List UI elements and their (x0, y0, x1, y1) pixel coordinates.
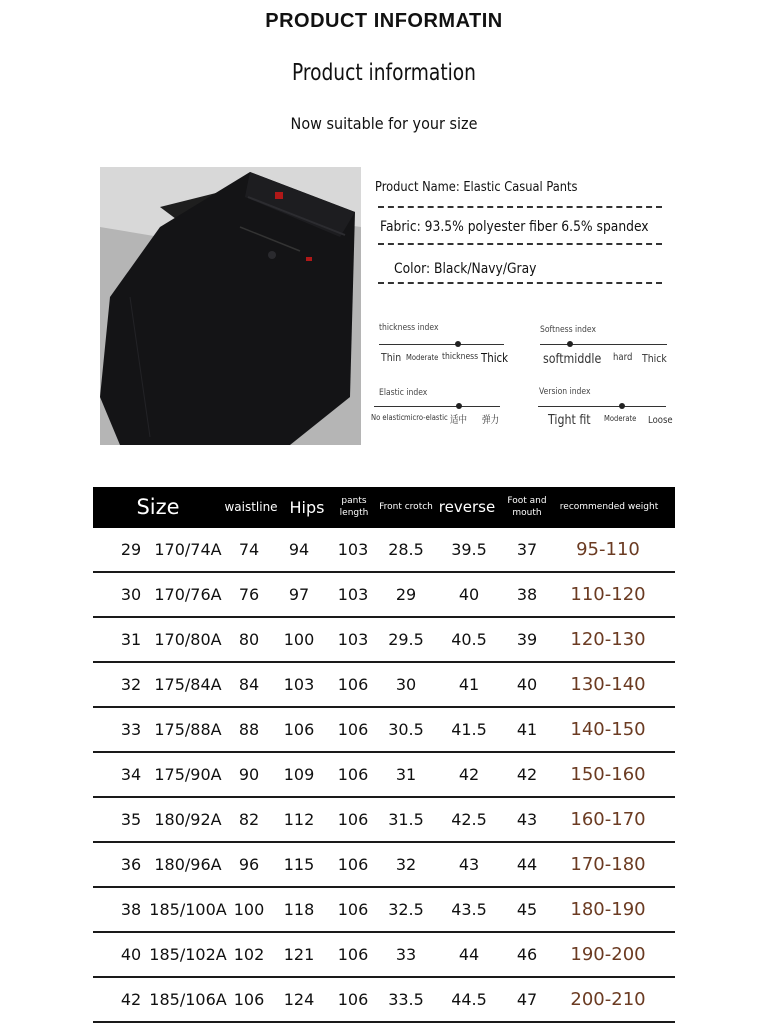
table-row (93, 978, 675, 1023)
table-row (93, 888, 675, 933)
cell-size-code: 185/100A (149, 900, 227, 919)
cell-pants-length: 106 (337, 900, 369, 919)
section-title: Product information (292, 60, 476, 86)
cell-reverse: 44 (458, 945, 480, 964)
thickness-option: Thick (481, 351, 509, 365)
cell-pants-length: 103 (337, 585, 369, 604)
cell-size: 33 (120, 720, 142, 739)
cell-size-code: 185/106A (149, 990, 227, 1009)
cell-recommended-weight: 140-150 (570, 719, 646, 740)
elastic-option: 弹力 (482, 415, 499, 426)
header-hips: Hips (289, 497, 325, 517)
cell-size-code: 170/76A (154, 585, 222, 604)
cell-hips: 124 (283, 990, 315, 1009)
cell-hips: 97 (288, 585, 310, 604)
cell-waistline: 96 (238, 855, 260, 874)
version-index-marker (619, 403, 625, 409)
cell-hips: 94 (288, 540, 310, 559)
header-foot-mouth: Foot and mouth (507, 496, 547, 518)
cell-pants-length: 106 (337, 855, 369, 874)
cell-recommended-weight: 95-110 (576, 539, 640, 560)
cell-size: 36 (120, 855, 142, 874)
cell-front-crotch: 29.5 (388, 630, 424, 649)
cell-waistline: 106 (233, 990, 265, 1009)
cell-front-crotch: 32 (395, 855, 417, 874)
softness-option: Thick (642, 352, 667, 365)
cell-front-crotch: 32.5 (388, 900, 424, 919)
cell-hips: 118 (283, 900, 315, 919)
thickness-index-label: thickness index (379, 323, 439, 333)
cell-size: 29 (120, 540, 142, 559)
size-table (93, 487, 675, 1023)
thickness-option: Moderate (406, 353, 439, 362)
header-size: Size (136, 495, 180, 520)
cell-pants-length: 106 (337, 675, 369, 694)
elastic-index-marker (456, 403, 462, 409)
cell-hips: 109 (283, 765, 315, 784)
elastic-option: micro-elastic (404, 413, 448, 422)
cell-recommended-weight: 170-180 (570, 854, 646, 875)
version-option: Tight fit (548, 413, 591, 428)
divider (378, 243, 662, 245)
tagline: Now suitable for your size (290, 114, 478, 133)
cell-size-code: 175/88A (154, 720, 222, 739)
cell-reverse: 41.5 (451, 720, 487, 739)
cell-reverse: 40 (458, 585, 480, 604)
cell-size: 38 (120, 900, 142, 919)
cell-front-crotch: 29 (395, 585, 417, 604)
cell-reverse: 39.5 (451, 540, 487, 559)
cell-front-crotch: 33 (395, 945, 417, 964)
cell-recommended-weight: 150-160 (570, 764, 646, 785)
cell-size-code: 175/90A (154, 765, 222, 784)
thickness-index-marker (455, 341, 461, 347)
cell-size-code: 170/74A (154, 540, 222, 559)
softness-index-marker (567, 341, 573, 347)
cell-size-code: 170/80A (154, 630, 222, 649)
softness-index-label: Softness index (540, 325, 596, 335)
cell-foot-mouth: 42 (516, 765, 538, 784)
cell-size-code: 185/102A (149, 945, 227, 964)
cell-reverse: 43.5 (451, 900, 487, 919)
cell-size: 32 (120, 675, 142, 694)
cell-hips: 121 (283, 945, 315, 964)
table-row (93, 663, 675, 708)
table-row (93, 753, 675, 798)
size-table-body (93, 528, 675, 1023)
header-recommended-weight: recommended weight (559, 501, 659, 512)
cell-recommended-weight: 110-120 (570, 584, 646, 605)
cell-hips: 112 (283, 810, 315, 829)
cell-front-crotch: 30.5 (388, 720, 424, 739)
cell-front-crotch: 30 (395, 675, 417, 694)
cell-recommended-weight: 180-190 (570, 899, 646, 920)
table-row (93, 573, 675, 618)
cell-foot-mouth: 41 (516, 720, 538, 739)
product-color: Color: Black/Navy/Gray (394, 261, 537, 277)
cell-recommended-weight: 120-130 (570, 629, 646, 650)
cell-waistline: 76 (238, 585, 260, 604)
cell-foot-mouth: 46 (516, 945, 538, 964)
cell-pants-length: 106 (337, 810, 369, 829)
cell-foot-mouth: 43 (516, 810, 538, 829)
elastic-option: No elastic (371, 413, 405, 422)
header-reverse: reverse (438, 498, 496, 517)
cell-waistline: 100 (233, 900, 265, 919)
cell-size: 30 (120, 585, 142, 604)
table-row (93, 843, 675, 888)
table-row (93, 708, 675, 753)
cell-size-code: 175/84A (154, 675, 222, 694)
size-table-header (93, 487, 675, 528)
cell-size: 42 (120, 990, 142, 1009)
cell-hips: 106 (283, 720, 315, 739)
cell-waistline: 84 (238, 675, 260, 694)
cell-front-crotch: 31 (395, 765, 417, 784)
header-pants-length: pants length (339, 496, 369, 518)
softness-option: softmiddle (543, 352, 602, 367)
cell-size: 40 (120, 945, 142, 964)
table-row (93, 528, 675, 573)
page-title: PRODUCT INFORMATIN (265, 10, 503, 32)
cell-waistline: 74 (238, 540, 260, 559)
table-row (93, 618, 675, 663)
softness-index-track (540, 344, 667, 345)
cell-pants-length: 106 (337, 765, 369, 784)
cell-waistline: 80 (238, 630, 260, 649)
softness-option: hard (613, 352, 633, 363)
cell-foot-mouth: 38 (516, 585, 538, 604)
cell-reverse: 43 (458, 855, 480, 874)
version-option: Moderate (604, 414, 637, 423)
cell-hips: 115 (283, 855, 315, 874)
cell-reverse: 40.5 (451, 630, 487, 649)
cell-foot-mouth: 37 (516, 540, 538, 559)
cell-recommended-weight: 160-170 (570, 809, 646, 830)
version-index-label: Version index (539, 387, 591, 397)
elastic-index-label: Elastic index (379, 388, 428, 398)
cell-pants-length: 103 (337, 630, 369, 649)
cell-size: 34 (120, 765, 142, 784)
thickness-index-track (379, 344, 504, 345)
table-row (93, 798, 675, 843)
table-row (93, 933, 675, 978)
cell-reverse: 44.5 (451, 990, 487, 1009)
cell-hips: 100 (283, 630, 315, 649)
product-fabric: Fabric: 93.5% polyester fiber 6.5% spandex (380, 219, 649, 235)
version-option: Loose (648, 415, 673, 426)
cell-front-crotch: 28.5 (388, 540, 424, 559)
divider (378, 282, 662, 284)
elastic-option: 适中 (450, 415, 467, 426)
cell-front-crotch: 31.5 (388, 810, 424, 829)
cell-size: 35 (120, 810, 142, 829)
version-index-track (538, 406, 666, 407)
cell-foot-mouth: 45 (516, 900, 538, 919)
cell-pants-length: 106 (337, 945, 369, 964)
cell-waistline: 102 (233, 945, 265, 964)
cell-recommended-weight: 200-210 (570, 989, 646, 1010)
cell-recommended-weight: 130-140 (570, 674, 646, 695)
cell-waistline: 82 (238, 810, 260, 829)
cell-foot-mouth: 47 (516, 990, 538, 1009)
cell-size-code: 180/96A (154, 855, 222, 874)
cell-hips: 103 (283, 675, 315, 694)
cell-front-crotch: 33.5 (388, 990, 424, 1009)
thickness-option: thickness (442, 352, 479, 362)
cell-waistline: 88 (238, 720, 260, 739)
cell-recommended-weight: 190-200 (570, 944, 646, 965)
header-waistline: waistline (224, 500, 278, 514)
cell-reverse: 42.5 (451, 810, 487, 829)
product-photo (100, 167, 361, 445)
cell-size-code: 180/92A (154, 810, 222, 829)
cell-pants-length: 106 (337, 720, 369, 739)
cell-pants-length: 106 (337, 990, 369, 1009)
product-name: Product Name: Elastic Casual Pants (375, 180, 578, 195)
cell-waistline: 90 (238, 765, 260, 784)
cell-foot-mouth: 44 (516, 855, 538, 874)
header-front-crotch: Front crotch (379, 501, 433, 512)
cell-pants-length: 103 (337, 540, 369, 559)
divider (378, 206, 662, 208)
cell-reverse: 42 (458, 765, 480, 784)
cell-foot-mouth: 40 (516, 675, 538, 694)
cell-size: 31 (120, 630, 142, 649)
elastic-index-track (374, 406, 500, 407)
cell-foot-mouth: 39 (516, 630, 538, 649)
cell-reverse: 41 (458, 675, 480, 694)
thickness-option: Thin (381, 351, 402, 364)
